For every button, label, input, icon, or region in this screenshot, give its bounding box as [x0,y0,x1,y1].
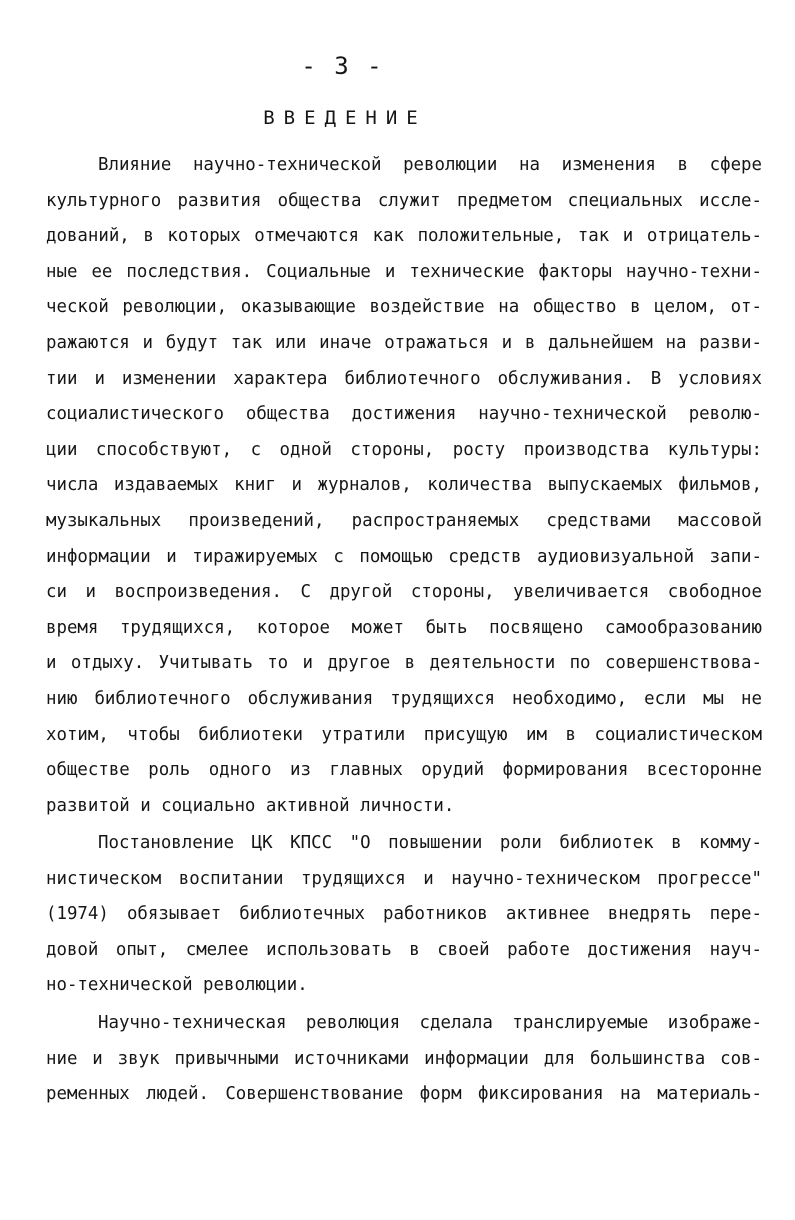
text-line: но-технической революции. [46,975,308,996]
text-line: ные ее последствия. Социальные и технические факторы научно-техни- [46,261,762,282]
text-line: си и воспроизведения. С другой стороны, увеличивается свободное [46,582,762,603]
paragraph-2 [46,826,762,1004]
text-line: дований, в которых отмечаются как положительные, так и отрицатель- [46,226,762,247]
text-line: нию библиотечного обслуживания трудящихся необходимо, если мы не [46,688,762,709]
text-line: Научно-техническая революция сделала транслируемые изображе- [98,1013,762,1033]
paragraph-3 [46,1006,762,1113]
text-line: Влияние научно-технической революции на изменения в сфере [98,155,762,175]
text-line: хотим, чтобы библиотеки утратили присущую им в социалистическом [46,724,762,745]
text-line: (1974) обязывает библиотечных работников активнее внедрять пере- [46,904,762,925]
text-line: развитой и социально активной личности. [46,795,455,816]
text-line: информации и тиражируемых с помощью средств аудиовизуальной запи- [46,546,762,567]
text-line: нистическом воспитании трудящихся и научно-техническом прогрессе" [46,868,762,889]
text-line: ции способствуют, с одной стороны, росту производства культуры: [46,439,762,460]
text-line: обществе роль одного из главных орудий формирования всесторонне [46,760,762,781]
text-line: социалистического общества достижения научно-технической револю- [46,404,762,425]
text-line: тии и изменении характера библиотечного обслуживания. В условиях [46,368,762,389]
text-line: музыкальных произведений, распространяемых средствами массовой [46,510,762,531]
text-line: числа издаваемых книг и журналов, количества выпускаемых фильмов, [46,475,762,496]
text-line: ражаются и будут так или иначе отражаться и в дальнейшем на разви- [46,332,762,353]
text-line: ние и звук привычными источниками информации для большинства сов- [46,1048,762,1069]
text-line: ческой революции, оказывающие воздействие на общество в целом, от- [46,297,762,318]
text-line: культурного развития общества служит предметом специальных иссле- [46,190,762,211]
text-line: и отдыху. Учитывать то и другое в деятельности по совершенствова- [46,653,762,674]
paragraph-1 [46,148,762,824]
text-line: время трудящихся, которое может быть посвящено самообразованию [46,617,762,638]
text-line: ременных людей. Совершенствование форм фиксирования на материаль- [46,1084,762,1105]
text-line: Постановление ЦК КПСС "О повышении роли библиотек в комму- [98,833,762,853]
text-line: довой опыт, смелее использовать в своей работе достижения науч- [46,939,762,960]
page-number: - 3 - [301,52,384,80]
section-heading: ВВЕДЕНИЕ [263,107,427,129]
